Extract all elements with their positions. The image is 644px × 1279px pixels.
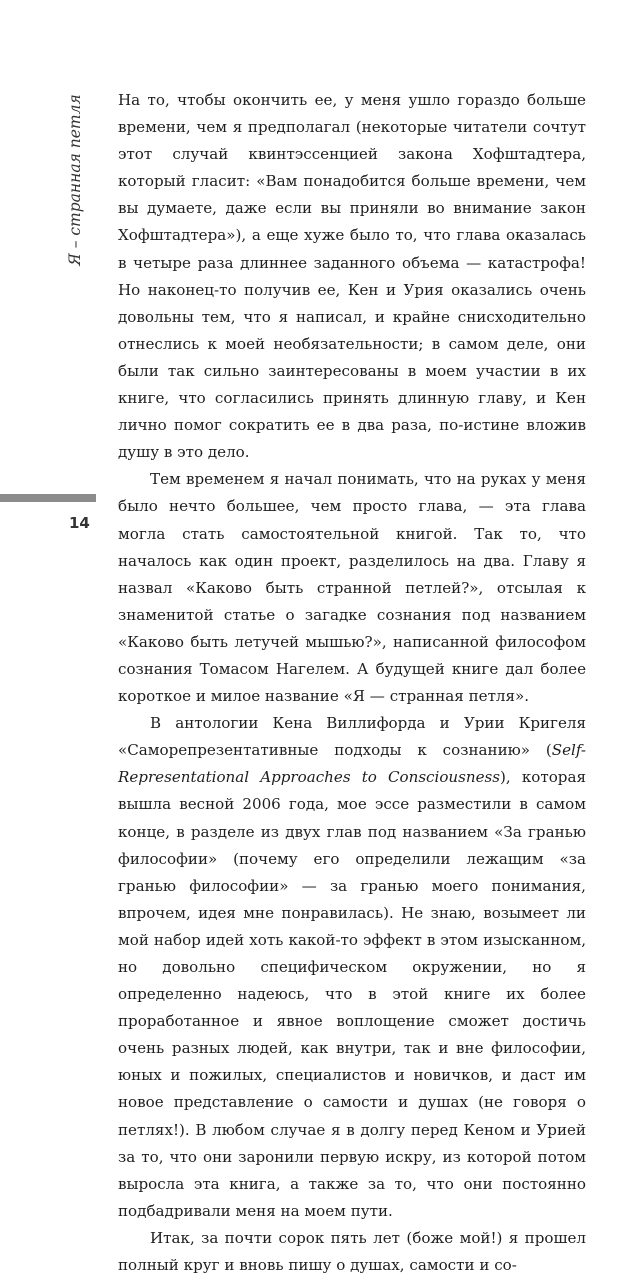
paragraph-3-book-title: Self-Representational Approaches to Consciousness: [118, 741, 586, 787]
side-bar-divider: [0, 494, 96, 502]
running-head: Я – странная петля: [66, 94, 84, 266]
paragraph-4: Итак, за почти сорок пять лет (боже мой!) я прошел полный круг и вновь пишу о душах, самости и со-: [118, 1228, 586, 1275]
body-text: [118, 87, 586, 1279]
paragraph-1: На то, чтобы окончить ее, у меня ушло гораздо больше времени, чем я предполагал (некоторые читатели сочтут этот случай квинтэссенцией закона Хофштадтера, который гласит: «Вам понадобится больше времени, чем вы думаете, даже если вы приняли во внимание закон Хофштадтера»), а еще хуже было то, что глава оказалась в четыре раза длиннее заданного объема — катастрофа! Но наконец-то получив ее, Кен и Урия оказались очень довольны тем, что я написал, и крайне снисходительно отнеслись к моей необязательности; в самом деле, они были так сильно заинтересованы в моем участии в их книге, что согласились принять длинную главу, и Кен лично помог сократить ее в два раза, по-истине вложив душу в это дело.: [118, 91, 586, 462]
paragraph-3-text-end: ), которая вышла весной 2006 года, мое эссе разместили в самом конце, в разделе из двух глав под названием «За гранью философии» (почему его определили лежащим «за гранью философии» — за гранью моего понимания, впрочем, идея мне понравилась). Не знаю, возымеет ли мой набор идей хоть какой-то эффект в этом изысканном, но довольно специфическом окружении, но я определенно надеюсь, что в этой книге их более проработанное и явное воплощение сможет достичь очень разных людей, как внутри, так и вне философии, юных и пожилых, специалистов и новичков, и даст им новое представление о самости и душах (не говоря о петлях!). В любом случае я в долгу перед Кеном и Урией за то, что они заронили первую искру, из которой потом выросла эта книга, а также за то, что они постоянно подбадривали меня на моем пути.: [118, 768, 586, 1220]
page-number: 14: [69, 514, 90, 532]
paragraph-3: [118, 710, 586, 1225]
paragraph-3-text-start: В антологии Кена Виллифорда и Урии Кригеля «Саморепрезентативные подходы к сознанию» (: [118, 714, 586, 760]
paragraph-2: Тем временем я начал понимать, что на руках у меня было нечто большее, чем просто глава, — эта глава могла стать самостоятельной книгой. Так то, что началось как один проект, разделилось на два. Главу я назвал «Каково быть странной петлей?», отсылая к знаменитой статье о загадке сознания под названием «Каково быть летучей мышью?», написанной философом сознания Томасом Нагелем. А будущей книге дал более короткое и милое название «Я — странная петля».: [118, 470, 586, 706]
